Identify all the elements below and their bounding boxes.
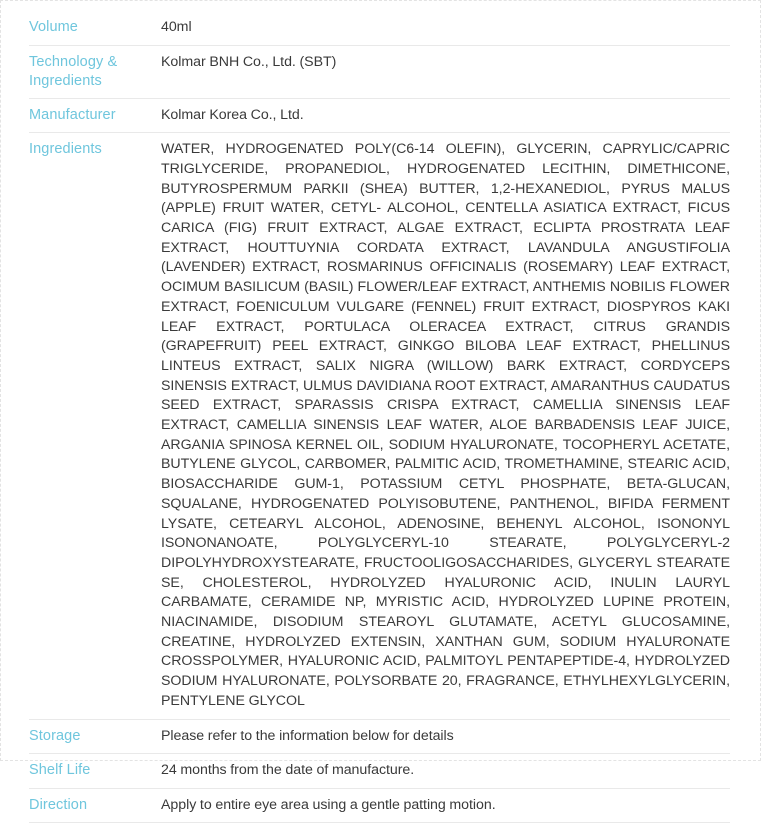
row-label-ingredients: Ingredients [29, 133, 161, 719]
table-row [29, 133, 730, 719]
row-value-ingredients [161, 133, 730, 719]
row-value-manufacturer: Kolmar Korea Co., Ltd. [161, 98, 730, 133]
row-value-shelf-life: 24 months from the date of manufacture. [161, 754, 730, 789]
row-label-technology-ingredients: Technology & Ingredients [29, 45, 161, 98]
ingredients-text: WATER, HYDROGENATED POLY(C6-14 OLEFIN), GLYCERIN, CAPRYLIC/CAPRIC TRIGLYCERIDE, PROPANEDIOL, HYDROGENATED LECITHIN, DIMETHICONE, BUTYROSPERMUM PARKII (SHEA) BUTTER, 1,2-HEXANEDIOL, PYRUS MALUS (APPLE) FRUIT WATER, CETYL- ALCOHOL, CENTELLA ASIATICA EXTRACT, FICUS CARICA (FIG) FRUIT EXTRACT, ALGAE EXTRACT, ECLIPTA PROSTRATA LEAF EXTRACT, HOUTTUYNIA CORDATA EXTRACT, LAVANDULA ANGUSTIFOLIA (LAVENDER) EXTRACT, ROSMARINUS OFFICINALIS (ROSEMARY) LEAF EXTRACT, OCIMUM BASILICUM (BASIL) FLOWER/LEAF EXTRACT, ANTHEMIS NOBILIS FLOWER EXTRACT, FOENICULUM VULGARE (FENNEL) FRUIT EXTRACT, DIOSPYROS KAKI LEAF EXTRACT, PORTULACA OLERACEA EXTRACT, CITRUS GRANDIS (GRAPEFRUIT) PEEL EXTRACT, GINKGO BILOBA LEAF EXTRACT, PHELLINUS LINTEUS EXTRACT, SALIX NIGRA (WILLOW) BARK EXTRACT, CORDYCEPS SINENSIS EXTRACT, ULMUS DAVIDIANA ROOT EXTRACT, AMARANTHUS CAUDATUS SEED EXTRACT, SPARASSIS CRISPA EXTRACT, CAMELLIA SINENSIS LEAF EXTRACT, CAMELLIA SINENSIS LEAF WATER, ALOE BARBADENSIS LEAF JUICE, ARGANIA SPINOSA KERNEL OIL, SODIUM HYALURONATE, TOCOPHERYL ACETATE, BUTYLENE GLYCOL, CARBOMER, PALMITIC ACID, TROMETHAMINE, STEARIC ACID, BIOSACCHARIDE GUM-1, POTASSIUM CETYL PHOSPHATE, BETA-GLUCAN, SQUALANE, HYDROGENATED POLYISOBUTENE, PANTHENOL, BIFIDA FERMENT LYSATE, CETEARYL ALCOHOL, ADENOSINE, BEHENYL ALCOHOL, ISONONYL ISONONANOATE, POLYGLYCERYL-10 STEARATE, POLYGLYCERYL-2 DIPOLYHYDROXYSTEARATE, FRUCTOOLIGOSACCHARIDES, GLYCERYL STEARATE SE, CHOLESTEROL, HYDROLYZED HYALURONIC ACID, INULIN LAURYL CARBAMATE, CERAMIDE NP, MYRISTIC ACID, HYDROLYZED LUPINE PROTEIN, NIACINAMIDE, DISODIUM STEAROYL GLUTAMATE, ACETYL GLUCOSAMINE, CREATINE, HYDROLYZED EXTENSIN, XANTHAN GUM, SODIUM HYALURONATE CROSSPOLYMER, HYALURONIC ACID, PALMITOYL PENTAPEPTIDE-4, HYDROLYZED SODIUM HYALURONATE, POLYSORBATE 20, FRAGRANCE, ETHYLHEXYLGLYCERIN, PENTYLENE GLYCOL [161, 141, 730, 709]
table-row [29, 754, 730, 789]
row-label-direction: Direction [29, 788, 161, 823]
row-label-volume: Volume [29, 11, 161, 45]
table-row [29, 45, 730, 98]
row-value-direction: Apply to entire eye area using a gentle patting motion. [161, 788, 730, 823]
row-label-manufacturer: Manufacturer [29, 98, 161, 133]
row-value-storage: Please refer to the information below for details [161, 719, 730, 754]
row-label-shelf-life: Shelf Life [29, 754, 161, 789]
table-row [29, 11, 730, 45]
table-row [29, 719, 730, 754]
product-spec-table [29, 11, 730, 823]
table-row [29, 98, 730, 133]
table-row [29, 788, 730, 823]
row-value-technology-ingredients: Kolmar BNH Co., Ltd. (SBT) [161, 45, 730, 98]
row-value-volume: 40ml [161, 11, 730, 45]
row-label-storage: Storage [29, 719, 161, 754]
